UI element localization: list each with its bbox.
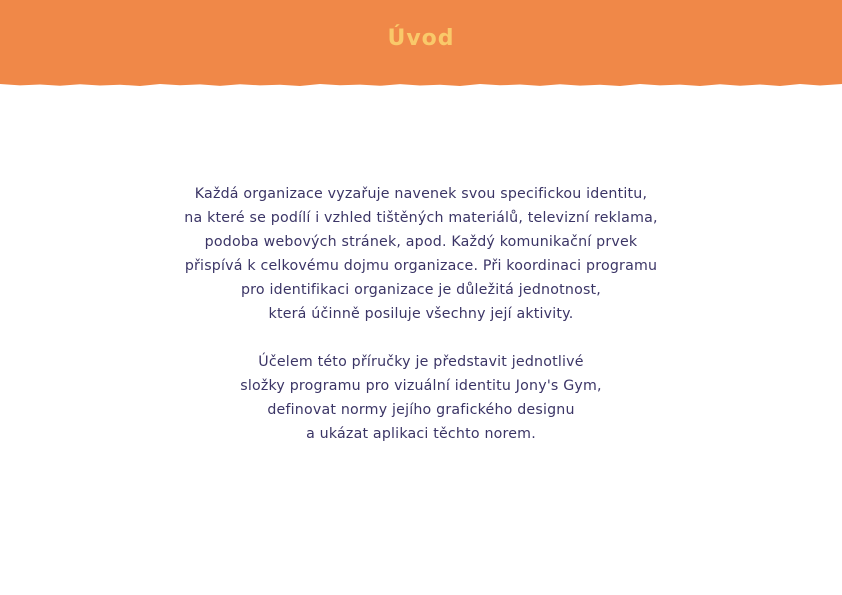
text-line: a ukázat aplikaci těchto norem. (306, 426, 536, 442)
paragraph-purpose (121, 350, 721, 446)
text-line: pro identifikaci organizace je důležitá jednotnost, (240, 282, 602, 298)
text-line: složky programu pro vizuální identitu Jony's Gym, (240, 378, 602, 394)
page-title: Úvod (387, 26, 455, 51)
text-line: která účinně posiluje všechny její aktivity. (268, 306, 574, 322)
text-line: definovat normy jejího grafického designu (267, 402, 575, 418)
text-line: na které se podílí i vzhled tištěných materiálů, televizní reklama, (184, 210, 658, 226)
intro-text (121, 182, 721, 446)
paragraph-identity (121, 182, 721, 326)
text-line: přispívá k celkovému dojmu organizace. Při koordinaci programu (184, 258, 658, 274)
text-line: Účelem této příručky je představit jednotlivé (258, 354, 584, 370)
text-line: Každá organizace vyzařuje navenek svou specifickou identitu, (194, 186, 648, 202)
text-line: podoba webových stránek, apod. Každý komunikační prvek (204, 234, 638, 250)
